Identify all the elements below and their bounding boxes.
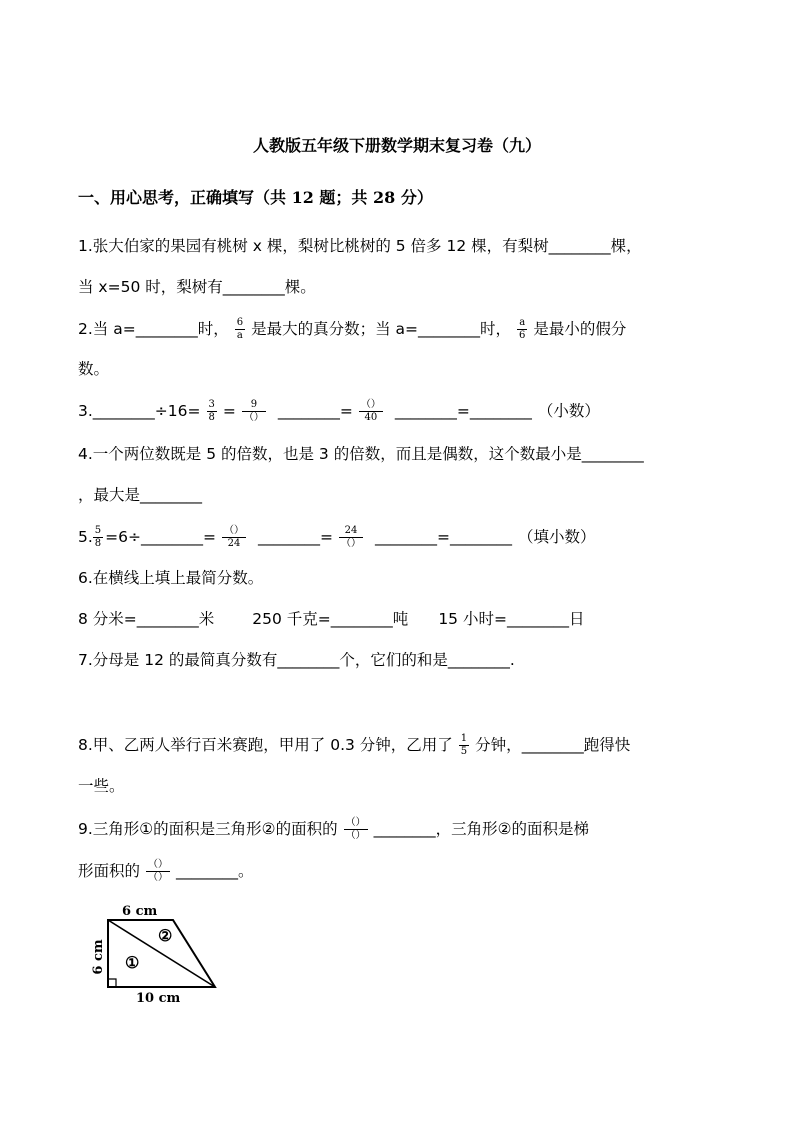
fraction-numerator: （） [360, 399, 381, 410]
fraction [93, 525, 103, 550]
fraction-denominator: 24 [227, 538, 241, 549]
answer-blank[interactable]: ________ [447, 651, 510, 669]
question-text: （小数） [537, 402, 600, 420]
question-text: 7.分母是 12 的最简真分数有 [78, 651, 278, 669]
fraction-numerator: （） [148, 859, 169, 870]
answer-blank[interactable]: ________ [92, 402, 155, 420]
unit-text: 日 [568, 610, 585, 628]
question-text: 4.一个两位数既是 5 的倍数，也是 3 的倍数，而且是偶数，这个数最小是 [78, 445, 582, 463]
question-text: 3. [78, 402, 93, 420]
question-8-line-1 [78, 733, 630, 758]
answer-blank[interactable]: ________ [506, 610, 569, 628]
question-7 [78, 649, 515, 671]
equals-sign: = [339, 402, 353, 420]
unit-text: 吨 [392, 610, 409, 628]
question-5 [78, 525, 596, 550]
question-6-line-1 [78, 567, 263, 589]
fraction [344, 817, 368, 842]
fraction-numerator: a [517, 317, 527, 330]
top-length-label: 6 cm [122, 904, 158, 919]
triangle-1-label: ① [125, 953, 140, 972]
page-title: 人教版五年级下册数学期末复习卷（九） [252, 136, 541, 155]
fraction-denominator: 5 [460, 746, 468, 757]
question-4-line-2 [78, 484, 202, 506]
answer-blank[interactable]: ________ [418, 320, 481, 338]
fraction-numerator: （） [345, 817, 366, 828]
answer-blank[interactable]: ________ [258, 528, 321, 546]
answer-blank[interactable]: ________ [581, 445, 644, 463]
fraction-numerator: （） [224, 525, 245, 536]
answer-blank[interactable]: ________ [394, 402, 457, 420]
answer-blank[interactable]: ________ [136, 610, 199, 628]
answer-blank[interactable]: ________ [450, 528, 513, 546]
fraction [339, 525, 363, 550]
section-heading: 一、用心思考，正确填写（共 12 题；共 28 分） [78, 188, 433, 207]
left-length-label: 6 cm [91, 939, 106, 975]
equals-sign: = [437, 528, 451, 546]
question-text: 8 分米= [78, 610, 137, 628]
unit-text: 米 [198, 610, 215, 628]
question-text: 5. [78, 528, 93, 546]
equals-sign: = [320, 528, 334, 546]
fraction-denominator: （） [345, 830, 366, 841]
answer-blank[interactable]: ________ [277, 651, 340, 669]
equals-sign: = [456, 402, 470, 420]
answer-blank[interactable]: ________ [548, 237, 611, 255]
answer-blank[interactable]: ________ [222, 278, 285, 296]
equals-sign: = [222, 402, 236, 420]
question-text: 时， [480, 320, 512, 338]
fraction-numerator: 1 [460, 733, 468, 744]
fraction [207, 399, 217, 424]
bottom-length-label: 10 cm [136, 991, 181, 1006]
question-text: 棵， [610, 237, 642, 255]
question-text: （填小数） [518, 528, 596, 546]
question-text: 个，它们的和是 [339, 651, 448, 669]
question-text: 15 小时= [438, 610, 507, 628]
fraction [222, 525, 246, 550]
question-text: . [509, 651, 515, 669]
question-text: 2.当 a= [78, 320, 136, 338]
question-text: 时， [197, 320, 229, 338]
question-6-line-2 [78, 608, 584, 630]
fraction [146, 859, 170, 884]
question-text: 一些。 [78, 777, 125, 795]
triangle-2-label: ② [158, 926, 173, 945]
question-text: 8.甲、乙两人举行百米赛跑，甲用了 0.3 分钟，乙用了 [78, 736, 453, 754]
fraction-denominator: 40 [364, 412, 378, 423]
answer-blank[interactable]: ________ [141, 528, 204, 546]
question-8-line-2 [78, 775, 125, 797]
question-2-line-1 [78, 317, 626, 342]
answer-blank[interactable]: ________ [140, 486, 203, 504]
fraction [517, 317, 527, 342]
question-text: ，最大是 [78, 486, 141, 504]
question-text: 分钟， [475, 736, 522, 754]
question-text: 是最小的假分 [533, 320, 627, 338]
fraction-numerator: 6 [236, 317, 244, 328]
fraction-numerator: 9 [242, 399, 266, 412]
question-3 [78, 399, 600, 424]
fraction-numerator: 5 [94, 525, 102, 536]
trapezoid-diagram [78, 895, 238, 1010]
fraction [359, 399, 383, 424]
question-text: 250 千克= [252, 610, 331, 628]
question-text: 9.三角形①的面积是三角形②的面积的 [78, 820, 338, 838]
question-text: 1.张大伯家的果园有桃树 x 棵，梨树比桃树的 5 倍多 12 棵，有梨树 [78, 237, 549, 255]
question-text: 棵。 [284, 278, 316, 296]
question-text: ÷16= [154, 402, 201, 420]
fraction [235, 317, 245, 342]
question-4-line-1 [78, 443, 644, 465]
fraction-denominator: （） [243, 412, 264, 423]
right-angle-mark [108, 979, 116, 987]
question-text: 跑得快 [583, 736, 631, 754]
question-text: 数。 [78, 360, 110, 378]
answer-blank[interactable]: ________ [375, 528, 438, 546]
question-2-line-2 [78, 358, 109, 380]
answer-blank[interactable]: ________ [135, 320, 198, 338]
question-9-line-2 [78, 859, 254, 884]
question-text: 形面积的 [78, 862, 141, 880]
equals-sign: = [203, 528, 217, 546]
question-text: 。 [238, 862, 254, 880]
answer-blank[interactable]: ________ [469, 402, 532, 420]
answer-blank[interactable]: ________ [176, 862, 239, 880]
question-text: =6÷ [105, 528, 142, 546]
fraction [242, 399, 266, 424]
fraction-denominator: a [236, 330, 243, 341]
fraction-denominator: 8 [94, 538, 102, 549]
question-text: 6.在横线上填上最简分数。 [78, 569, 264, 587]
fraction-denominator: （） [148, 872, 169, 883]
fraction-numerator: 3 [208, 399, 215, 410]
question-9-line-1 [78, 817, 589, 842]
answer-blank[interactable]: ________ [521, 736, 584, 754]
fraction-denominator: （） [341, 538, 362, 549]
question-1-line-2 [78, 276, 316, 298]
fraction-denominator: 8 [208, 412, 215, 423]
fraction-numerator: 24 [339, 525, 363, 538]
question-text: 当 x=50 时，梨树有 [78, 278, 223, 296]
fraction-denominator: 6 [519, 330, 526, 341]
fraction [459, 733, 469, 758]
answer-blank[interactable]: ________ [277, 402, 340, 420]
answer-blank[interactable]: ________ [373, 820, 436, 838]
question-text: 是最大的真分数；当 a= [251, 320, 419, 338]
question-text: ，三角形②的面积是梯 [435, 820, 589, 838]
question-1-line-1 [78, 235, 642, 257]
answer-blank[interactable]: ________ [330, 610, 393, 628]
